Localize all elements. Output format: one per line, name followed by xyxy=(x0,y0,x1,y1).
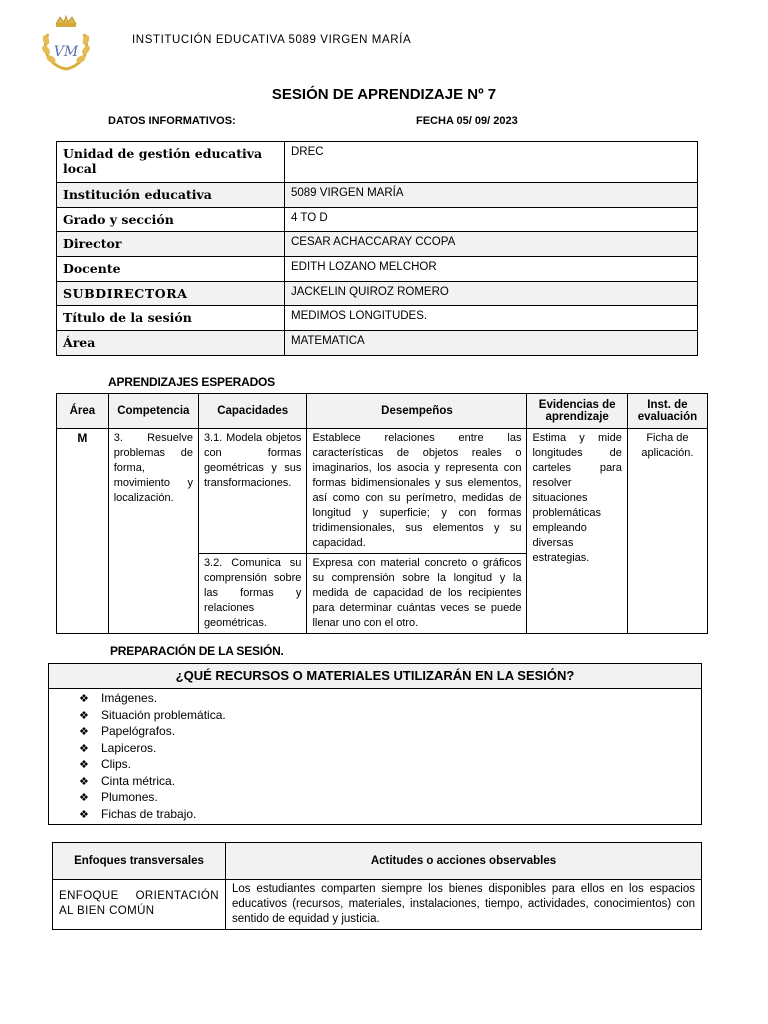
aprendizajes-row xyxy=(57,429,708,554)
four-diamond-bullet-icon: ❖ xyxy=(79,726,89,738)
list-item xyxy=(79,806,701,823)
list-item xyxy=(79,773,701,790)
info-label: Director xyxy=(57,232,285,257)
recursos-box xyxy=(48,663,702,825)
list-item-label: Imágenes. xyxy=(101,691,158,705)
competencia-cell: 3. Resuelve problemas de forma, movimiento y localización. xyxy=(108,429,198,634)
info-value: JACKELIN QUIROZ ROMERO xyxy=(285,282,698,306)
enfoques-header-row xyxy=(53,843,702,880)
list-item xyxy=(79,756,701,773)
list-item xyxy=(79,789,701,806)
col-actitudes: Actitudes o acciones observables xyxy=(226,843,702,880)
page-title: SESIÓN DE APRENDIZAJE Nº 7 xyxy=(271,86,497,103)
info-row xyxy=(57,306,698,331)
capacidad-cell: 3.2. Comunica su comprensión sobre las formas y relaciones geométricas. xyxy=(198,554,307,634)
desempeno-cell: Establece relaciones entre las características de objetos reales o imaginarios, los asocia y representa con formas bidimensionales y sus elementos, así como con su perímetro, medidas de longitud y superficie; y con formas tridimensionales, sus elementos y su capacidad. xyxy=(307,429,527,554)
info-label: SUBDIRECTORA xyxy=(57,282,285,306)
info-value: 5089 VIRGEN MARÍA xyxy=(285,183,698,208)
area-cell: M xyxy=(57,429,109,634)
info-label: Unidad de gestión educativa local xyxy=(57,142,285,183)
list-item xyxy=(79,740,701,757)
enfoques-table xyxy=(52,842,702,930)
list-item xyxy=(79,723,701,740)
preparacion-heading: PREPARACIÓN DE LA SESIÓN. xyxy=(110,644,284,658)
list-item xyxy=(79,707,701,724)
col-capacidades: Capacidades xyxy=(198,394,307,429)
enfoque-cell: ENFOQUE ORIENTACIÓN AL BIEN COMÚN xyxy=(53,880,226,930)
info-row xyxy=(57,208,698,232)
list-item xyxy=(79,690,701,707)
desempeno-cell: Expresa con material concreto o gráficos su comprensión sobre la longitud y la medida de capacidad de los recipientes para determinar cuántas veces se puede llenar uno con el otro. xyxy=(307,554,527,634)
four-diamond-bullet-icon: ❖ xyxy=(79,775,89,788)
col-desempenos: Desempeños xyxy=(307,394,527,429)
aprendizajes-table xyxy=(56,393,708,634)
info-label: Institución educativa xyxy=(57,183,285,208)
info-value: DREC xyxy=(285,142,698,183)
instrumento-cell: Ficha de aplicación. xyxy=(627,429,707,634)
col-competencia: Competencia xyxy=(108,394,198,429)
info-row xyxy=(57,142,698,183)
info-value: CESAR ACHACCARAY CCOPA xyxy=(285,232,698,257)
crown-laurel-logo-icon xyxy=(34,14,98,74)
fecha-label: FECHA 05/ 09/ 2023 xyxy=(416,115,518,127)
four-diamond-bullet-icon: ❖ xyxy=(79,742,89,755)
info-row xyxy=(57,232,698,257)
four-diamond-bullet-icon: ❖ xyxy=(79,792,89,804)
list-item-label: Plumones. xyxy=(101,790,158,804)
aprendizajes-heading: APRENDIZAJES ESPERADOS xyxy=(108,375,275,389)
info-row xyxy=(57,183,698,208)
list-item-label: Lapiceros. xyxy=(101,740,157,755)
info-row xyxy=(57,257,698,282)
evidencias-cell: Estima y mide longitudes de carteles para resolver situaciones problemáticas empleando diversas estrategias. xyxy=(527,429,627,634)
col-instrumento: Inst. de evaluación xyxy=(627,394,707,429)
list-item-label: Clips. xyxy=(101,757,132,771)
recursos-question: ¿QUÉ RECURSOS O MATERIALES UTILIZARÁN EN LA SESIÓN? xyxy=(48,663,702,689)
info-value: MATEMATICA xyxy=(285,331,698,356)
info-row xyxy=(57,282,698,306)
datos-label: DATOS INFORMATIVOS: xyxy=(108,115,236,127)
enfoques-row xyxy=(53,880,702,930)
institution-header: INSTITUCIÓN EDUCATIVA 5089 VIRGEN MARÍA xyxy=(132,34,412,46)
four-diamond-bullet-icon: ❖ xyxy=(79,808,89,821)
four-diamond-bullet-icon: ❖ xyxy=(79,709,89,722)
info-value: EDITH LOZANO MELCHOR xyxy=(285,257,698,282)
list-item-label: Papelógrafos. xyxy=(101,724,176,738)
info-label: Docente xyxy=(57,257,285,282)
col-enfoques: Enfoques transversales xyxy=(53,843,226,880)
list-item-label: Cinta métrica. xyxy=(101,773,176,788)
actitud-cell: Los estudiantes comparten siempre los bienes disponibles para ellos en los espacios educativos (recursos, materiales, instalaciones, tiempo, actividades, conocimientos) con sentido de equidad y justicia. xyxy=(226,880,702,930)
capacidad-cell: 3.1. Modela objetos con formas geométricas y sus transformaciones. xyxy=(198,429,307,554)
info-table xyxy=(56,141,698,356)
info-value: MEDIMOS LONGITUDES. xyxy=(285,306,698,331)
col-area: Área xyxy=(57,394,109,429)
svg-text:VM: VM xyxy=(53,44,79,60)
list-item-label: Situación problemática. xyxy=(101,707,226,722)
recursos-list xyxy=(48,689,702,825)
four-diamond-bullet-icon: ❖ xyxy=(79,693,89,705)
info-label: Grado y sección xyxy=(57,208,285,232)
info-label: Área xyxy=(57,331,285,356)
info-label: Título de la sesión xyxy=(57,306,285,331)
col-evidencias: Evidencias de aprendizaje xyxy=(527,394,627,429)
list-item-label: Fichas de trabajo. xyxy=(101,806,197,821)
aprendizajes-header-row xyxy=(57,394,708,429)
info-row xyxy=(57,331,698,356)
info-value: 4 TO D xyxy=(285,208,698,232)
four-diamond-bullet-icon: ❖ xyxy=(79,759,89,771)
